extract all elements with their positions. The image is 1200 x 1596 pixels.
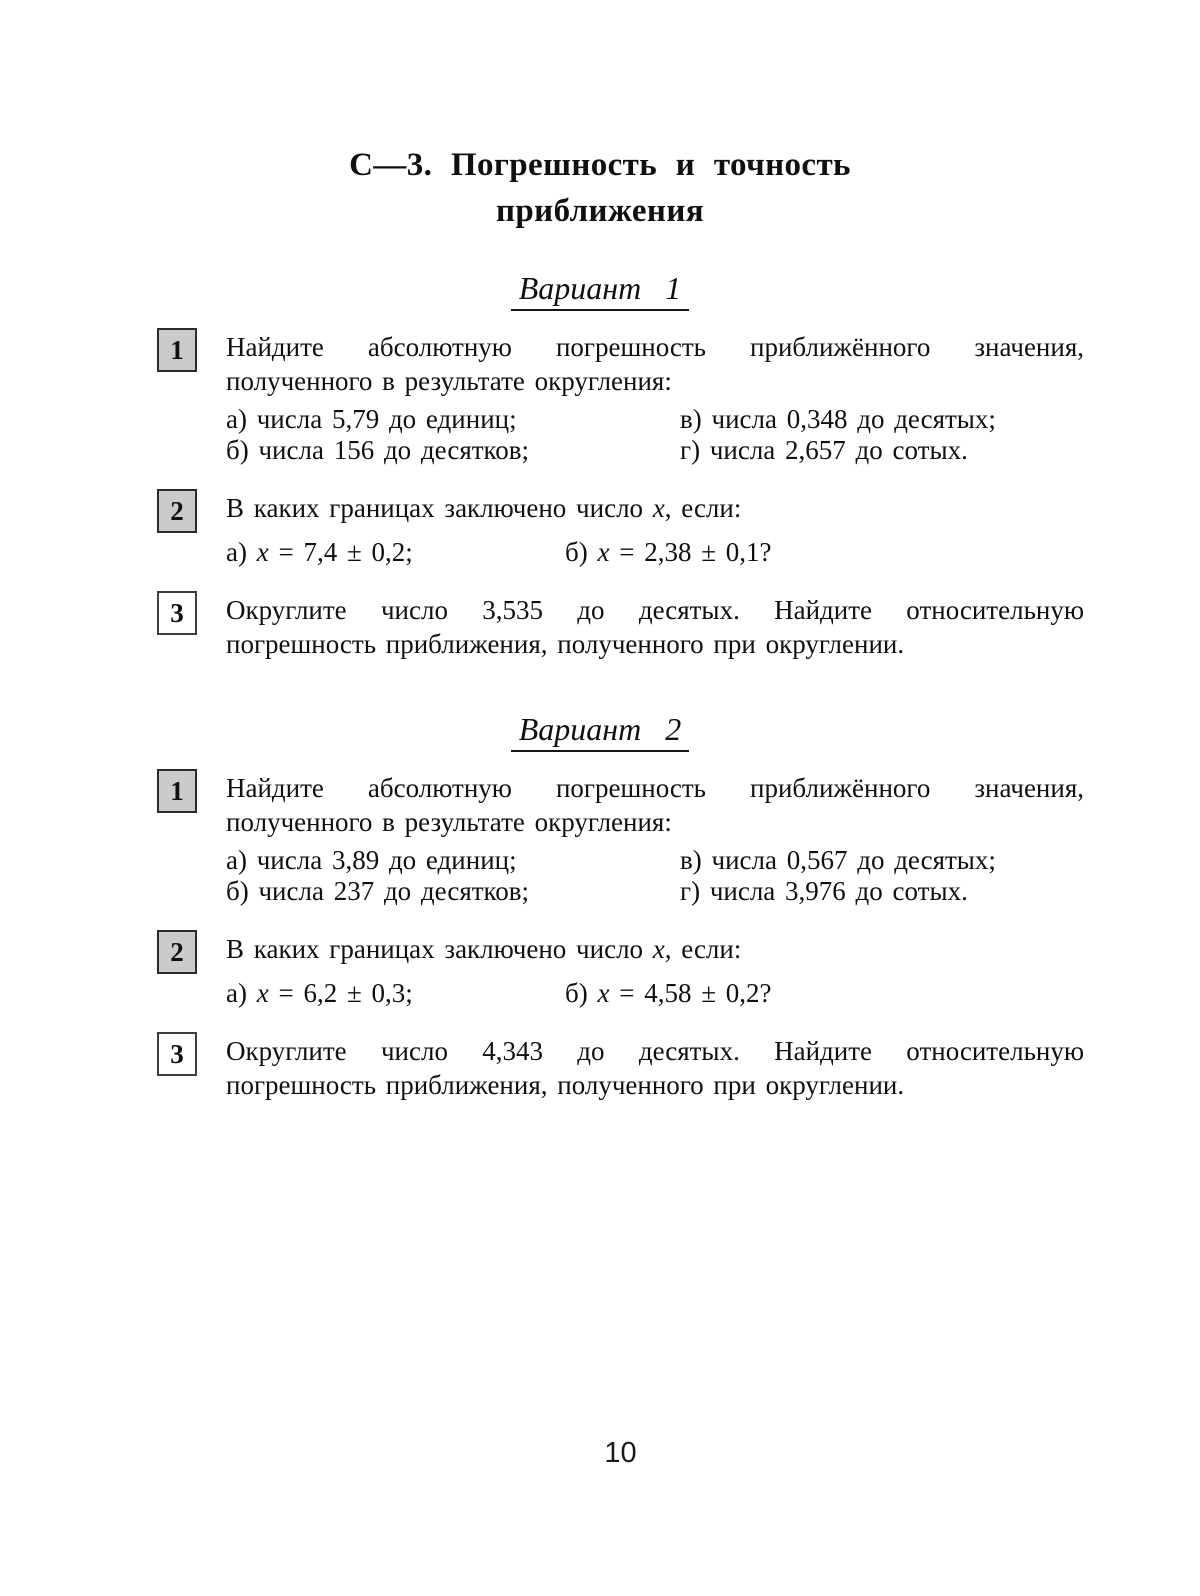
section-title-line-2: приближения [495,193,704,229]
subitems-grid [226,537,1084,568]
subitem-label: б) [565,537,598,567]
problem-text-line: полученного в результате округления: [226,366,672,396]
problem-text-line: погрешность приближения, полученного при округлении. [226,1070,905,1100]
subitem-g: г) числа 2,657 до сотых. [680,435,968,465]
math-variable: x [256,978,269,1008]
subitem-label: а) [226,537,257,567]
math-variable: x [256,537,269,567]
subitems-grid [226,845,1084,907]
problem-number-badge: 1 [157,328,197,372]
variant1-problem-2 [157,491,1084,568]
variant-2-heading [0,709,1200,749]
statement-pre: В каких границах заключено число [226,493,653,523]
subitem-v: в) числа 0,567 до десятых; [680,845,996,875]
variant1-problem-3 [157,593,1084,661]
variant2-problem-1 [157,771,1084,907]
problem-number-badge: 1 [157,769,197,813]
problem-body [226,491,1084,568]
subitems-grid [226,978,1084,1009]
problem-body [226,1034,1084,1102]
math-variable: x [652,493,665,523]
math-variable: x [597,978,610,1008]
subitem-value: = 7,4 ± 0,2; [268,537,413,567]
section-title [0,142,1200,234]
variant2-problem-3 [157,1034,1084,1102]
problem-text-line: Округлите число 4,343 до десятых. Найдите относительную [226,1036,1084,1066]
problem-number-badge: 2 [157,489,197,533]
subitem-value: = 2,38 ± 0,1? [609,537,772,567]
subitem-value: = 6,2 ± 0,3; [268,978,413,1008]
problem-number-badge: 2 [157,930,197,974]
problem-number-badge: 3 [157,591,197,635]
statement-post: , если: [664,493,742,523]
subitem-v: в) числа 0,348 до десятых; [680,404,996,434]
math-variable: x [652,934,665,964]
variant-1-content [157,330,1084,661]
problem-body [226,593,1084,661]
problem-body [226,771,1084,907]
variant-1-heading [0,268,1200,308]
problem-text-line: Округлите число 3,535 до десятых. Найдите относительную [226,595,1084,625]
statement-pre: В каких границах заключено число [226,934,653,964]
variant-2-content [157,771,1084,1102]
variant-1-title: Вариант 1 [511,270,690,311]
variant2-problem-2 [157,932,1084,1009]
subitem-a [226,978,565,1009]
subitem-b: б) числа 237 до десятков; [226,876,530,906]
subitem-b [565,537,1084,568]
subitem-value: = 4,58 ± 0,2? [609,978,772,1008]
subitem-b: б) числа 156 до десятков; [226,435,530,465]
variant1-problem-1 [157,330,1084,466]
problem-number-badge: 3 [157,1032,197,1076]
subitem-b [565,978,1084,1009]
section-title-line-1: С—3. Погрешность и точность [349,147,851,183]
subitem-g: г) числа 3,976 до сотых. [680,876,968,906]
subitem-label: б) [565,978,598,1008]
variant-2-title: Вариант 2 [511,711,690,752]
subitem-a: а) числа 3,89 до единиц; [226,845,517,875]
subitems-grid [226,404,1084,466]
problem-text-line: Найдите абсолютную погрешность приближённого значения, [226,773,1084,803]
problem-text-line: погрешность приближения, полученного при округлении. [226,629,905,659]
problem-text-line [226,491,1084,525]
problem-text-line: Найдите абсолютную погрешность приближённого значения, [226,332,1084,362]
subitem-a [226,537,565,568]
subitem-a: а) числа 5,79 до единиц; [226,404,517,434]
page-number: 10 [604,1437,637,1469]
problem-body [226,330,1084,466]
problem-body [226,932,1084,1009]
subitem-label: а) [226,978,257,1008]
statement-post: , если: [664,934,742,964]
math-variable: x [597,537,610,567]
problem-text-line [226,932,1084,966]
problem-text-line: полученного в результате округления: [226,807,672,837]
